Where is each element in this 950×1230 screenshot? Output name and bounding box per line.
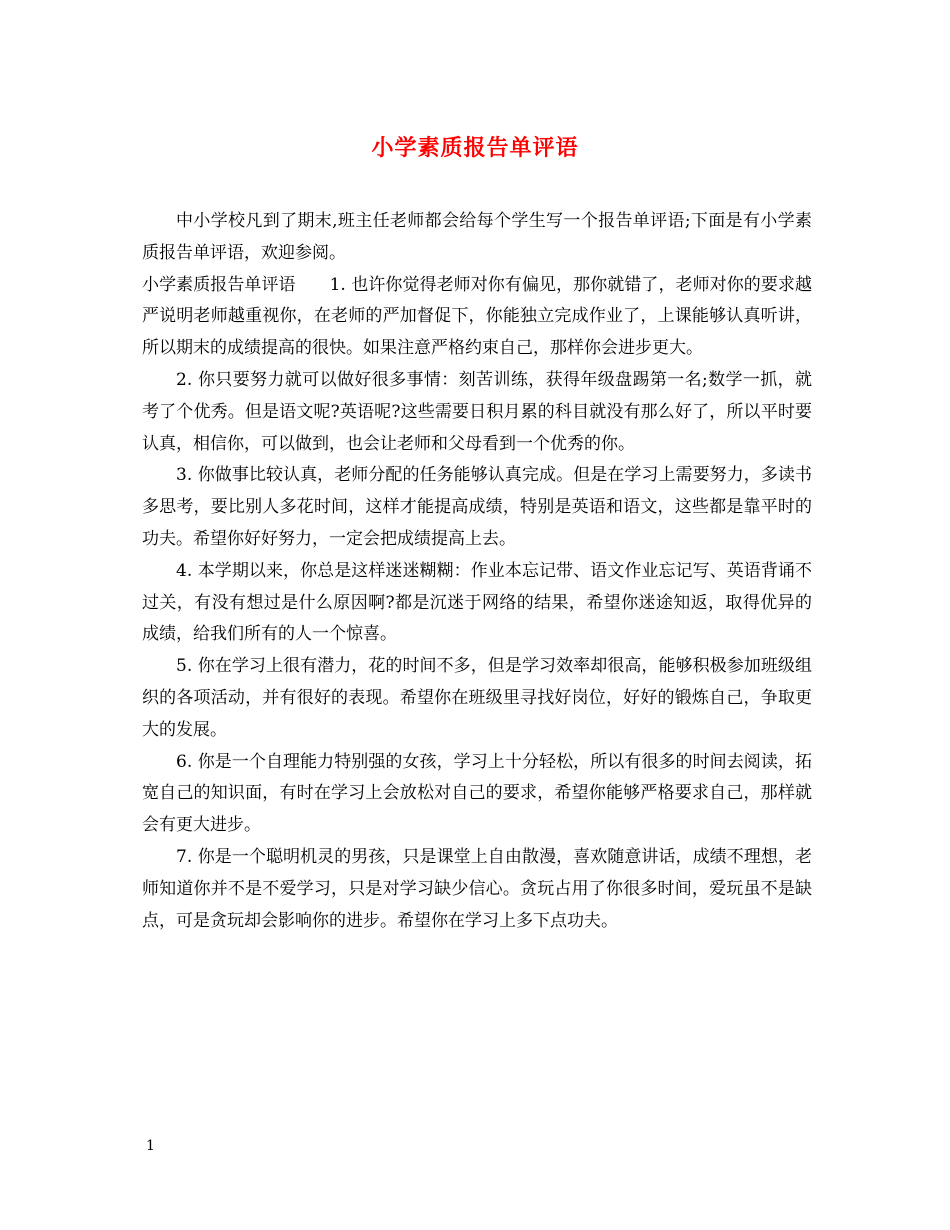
document-title: 小学素质报告单评语 (371, 135, 579, 161)
document-body (142, 206, 812, 937)
section-label: 小学素质报告单评语 (142, 274, 296, 295)
comment-paragraph-1 (142, 270, 812, 365)
comment-paragraph-5: 5. 你在学习上很有潜力，花的时间不多，但是学习效率却很高，能够积极参加班级组织的各项活动，并有很好的表现。希望你在班级里寻找好岗位，好好的锻炼自己，争取更大的发展。 (142, 656, 812, 740)
comment-text-1: 1. 也许你觉得老师对你有偏见，那你就错了，老师对你的要求越严说明老师越重视你，在老师的严加督促下，你能独立完成作业了，上课能够认真听讲，所以期末的成绩提高的很快。如果注意严格约束自己，那样你会进步更大。 (142, 274, 812, 359)
comment-paragraph-7: 7. 你是一个聪明机灵的男孩，只是课堂上自由散漫，喜欢随意讲话，成绩不理想，老师知道你并不是不爱学习，只是对学习缺少信心。贪玩占用了你很多时间，爱玩虽不是缺点，可是贪玩却会影响你的进步。希望你在学习上多下点功夫。 (142, 846, 812, 931)
page-number: 1 (146, 1138, 155, 1154)
comment-paragraph-4: 4. 本学期以来，你总是这样迷迷糊糊：作业本忘记带、语文作业忘记写、英语背诵不过关，有没有想过是什么原因啊?都是沉迷于网络的结果，希望你迷途知返，取得优异的成绩，给我们所有的人一个惊喜。 (142, 560, 812, 645)
comment-paragraph-2: 2. 你只要努力就可以做好很多事情：刻苦训练，获得年级盘踢第一名;数学一抓，就考了个优秀。但是语文呢?英语呢?这些需要日积月累的科目就没有那么好了，所以平时要认真，相信你，可以做到，也会让老师和父母看到一个优秀的你。 (142, 369, 812, 454)
comment-paragraph-6: 6. 你是一个自理能力特别强的女孩，学习上十分轻松，所以有很多的时间去阅读，拓宽自己的知识面，有时在学习上会放松对自己的要求，希望你能够严格要求自己，那样就会有更大进步。 (142, 751, 812, 836)
intro-paragraph: 中小学校凡到了期末,班主任老师都会给每个学生写一个报告单评语;下面是有小学素质报告单评语，欢迎参阅。 (142, 211, 812, 263)
comment-paragraph-3: 3. 你做事比较认真，老师分配的任务能够认真完成。但是在学习上需要努力，多读书多思考，要比别人多花时间，这样才能提高成绩，特别是英语和语文，这些都是靠平时的功夫。希望你好好努力，一定会把成绩提高上去。 (142, 465, 812, 549)
